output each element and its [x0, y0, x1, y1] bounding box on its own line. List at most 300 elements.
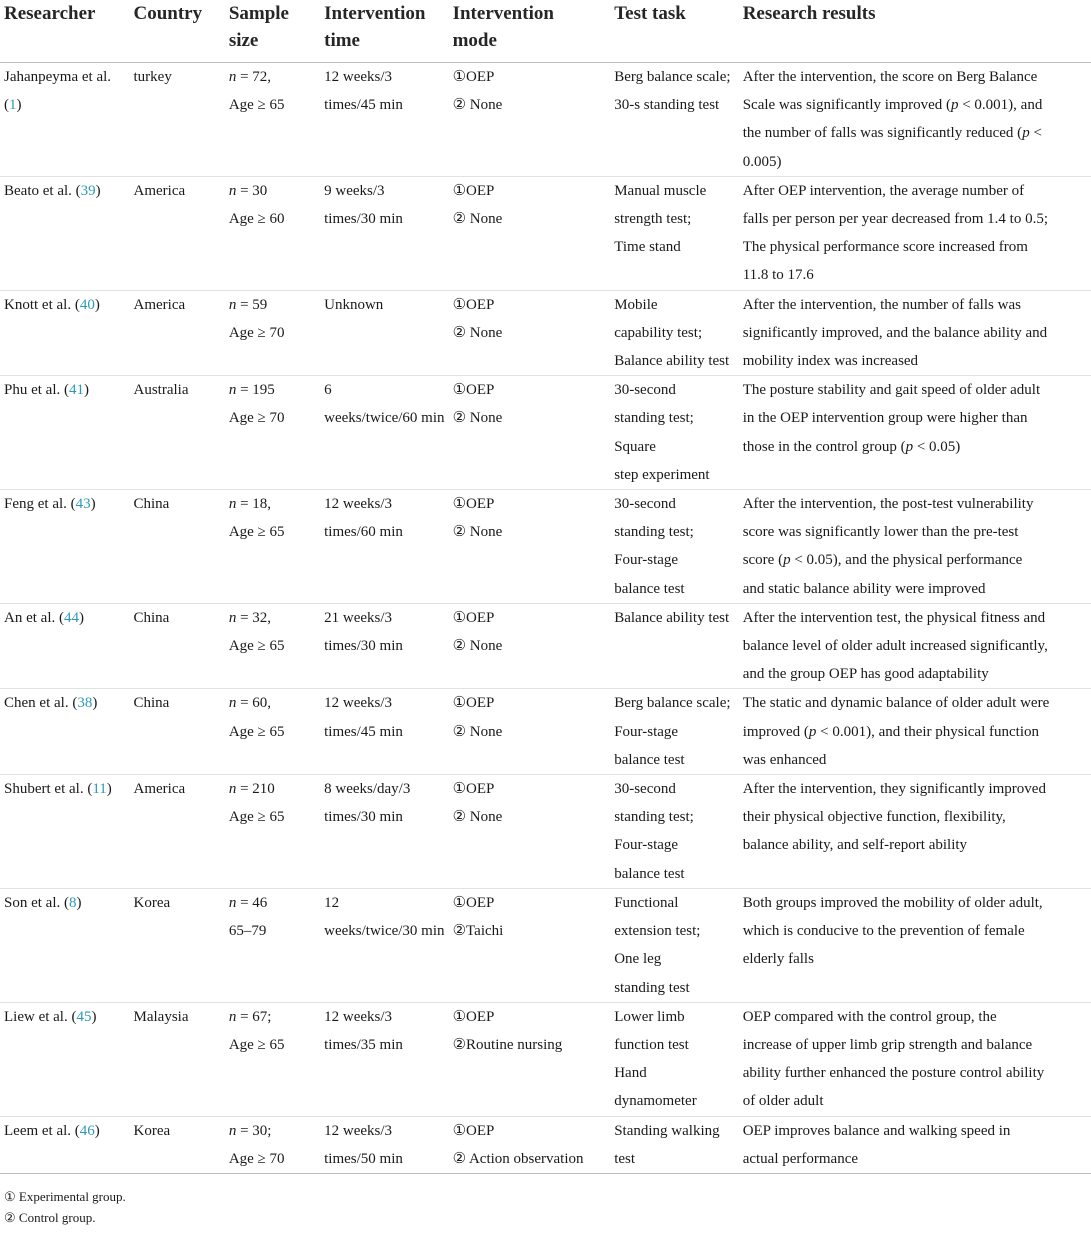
cell-country [130, 63, 225, 177]
result-text: After OEP intervention, the average number of [742, 182, 1025, 199]
task-line: One leg [614, 951, 662, 968]
result-text: After the intervention, they significantly improved [742, 781, 1046, 798]
cell-sample-size [225, 888, 320, 1002]
researcher-line [4, 1003, 126, 1031]
sample-n [229, 1003, 316, 1031]
task-line: Berg balance scale; [614, 69, 731, 85]
ref-open: ( [68, 695, 78, 712]
result-text: < 0.001), and their physical function [816, 723, 1039, 740]
n-value: = 60, [236, 695, 272, 712]
n-symbol: n [228, 69, 237, 85]
cell-country [130, 603, 225, 689]
n-value: = 30 [236, 182, 268, 199]
result-line [743, 91, 1087, 119]
column-header [449, 0, 611, 63]
ref-open: ( [67, 1008, 77, 1025]
n-value: = 72, [236, 69, 272, 85]
n-value: = 195 [236, 382, 275, 399]
result-line [743, 1059, 1087, 1087]
cell-test-task [610, 63, 738, 177]
result-text: 11.8 to 17.6 [742, 267, 814, 284]
cell-country [130, 689, 225, 775]
table-row [0, 689, 1091, 775]
time-line: 9 weeks/3 [324, 182, 385, 199]
researcher-name: Feng et al. [4, 496, 67, 513]
ref-close: ) [78, 609, 84, 626]
time-line: times/30 min [324, 638, 403, 655]
time-line: 6 [324, 382, 332, 399]
sample-age: Age ≥ 70 [228, 410, 285, 427]
header-line: Intervention [452, 3, 554, 24]
ref-open: ( [66, 496, 76, 513]
ref-open: ( [55, 609, 64, 626]
sample-n [229, 291, 316, 319]
result-line [743, 119, 1087, 147]
ref-open: ( [71, 182, 81, 199]
ref-open: ( [60, 894, 69, 911]
p-symbol: p [783, 552, 791, 569]
mode-line: ①OEP [452, 1122, 495, 1139]
researcher-line [4, 177, 126, 205]
cell-intervention-time [320, 176, 448, 290]
result-text: balance ability, and self-report ability [742, 837, 968, 854]
cell-test-task [610, 603, 738, 689]
cell-research-results [739, 775, 1091, 889]
result-line [743, 63, 1087, 91]
result-text: OEP compared with the control group, the [742, 1008, 997, 1025]
ref-close: ) [76, 894, 82, 911]
cell-sample-size [225, 376, 320, 490]
result-text: in the OEP intervention group were higher than [742, 410, 1028, 427]
ref-open: ( [60, 382, 69, 399]
researcher-ref-line [4, 91, 126, 119]
result-text: After the intervention, the number of falls was [742, 296, 1021, 313]
researcher-name: Leem et al. [4, 1122, 72, 1139]
ref-close: ) [95, 182, 101, 199]
task-line: Four-stage [614, 552, 679, 569]
column-header [0, 0, 130, 63]
ref-close: ) [92, 695, 98, 712]
ref-close: ) [16, 97, 22, 114]
result-line [743, 177, 1087, 205]
mode-line: ①OEP [452, 1008, 495, 1025]
n-symbol: n [228, 496, 237, 513]
cell-intervention-mode [449, 689, 611, 775]
task-line: Time stand [614, 239, 681, 256]
result-line [743, 689, 1087, 717]
cell-intervention-time [320, 689, 448, 775]
task-line: capability test; [614, 324, 703, 341]
result-line [743, 803, 1087, 831]
country: turkey [133, 69, 172, 85]
result-text: balance level of older adult increased significantly, [742, 638, 1048, 655]
n-symbol: n [228, 296, 237, 313]
cell-researcher [0, 290, 130, 376]
task-line: Lower limb [614, 1008, 685, 1025]
cell-research-results [739, 290, 1091, 376]
table-row [0, 176, 1091, 290]
cell-test-task [610, 888, 738, 1002]
cell-intervention-mode [449, 1002, 611, 1116]
result-line [743, 376, 1087, 404]
researcher-name: Liew et al. [4, 1008, 68, 1025]
table-body [0, 63, 1091, 1174]
cell-test-task [610, 490, 738, 604]
country: Korea [133, 1122, 171, 1139]
header-line: Intervention [324, 3, 426, 24]
result-text: 0.005) [742, 153, 782, 170]
task-line: standing test; [614, 809, 694, 826]
result-text: elderly falls [742, 951, 814, 968]
result-text: < 0.001), and [958, 97, 1043, 114]
mode-line: ②Routine nursing [452, 1036, 563, 1053]
cell-research-results [739, 689, 1091, 775]
cell-sample-size [225, 63, 320, 177]
researcher-line [4, 291, 126, 319]
cell-researcher [0, 888, 130, 1002]
time-line: times/30 min [324, 809, 403, 826]
result-line [743, 831, 1087, 859]
country: Malaysia [133, 1008, 189, 1025]
cell-country [130, 775, 225, 889]
time-line: weeks/twice/30 min [324, 923, 445, 940]
ref-close: ) [84, 382, 89, 399]
table-row [0, 888, 1091, 1002]
result-line [743, 404, 1087, 432]
result-text: the number of falls was significantly reduced ( [742, 125, 1023, 142]
country: Korea [133, 894, 171, 911]
result-text: score ( [742, 552, 784, 569]
n-value: = 46 [236, 894, 268, 911]
time-line: times/45 min [324, 723, 403, 740]
table-row [0, 63, 1091, 177]
sample-n [229, 604, 316, 632]
mode-line: ①OEP [452, 894, 495, 911]
result-line [743, 889, 1087, 917]
time-line: times/30 min [324, 211, 403, 228]
result-line [743, 632, 1087, 660]
country: America [133, 182, 186, 199]
researcher-name: Shubert et al. [4, 781, 84, 798]
sample-n [229, 889, 316, 917]
result-line [743, 490, 1087, 518]
cell-intervention-mode [449, 1116, 611, 1173]
result-line [743, 433, 1087, 461]
task-line: Balance ability test [614, 353, 730, 370]
mode-line: ② None [452, 324, 503, 341]
task-line: Standing walking [614, 1122, 720, 1139]
country: America [133, 296, 186, 313]
reference-link[interactable]: 39 [80, 182, 96, 199]
time-line: 12 weeks/3 [324, 1008, 393, 1025]
task-line: Four-stage [614, 723, 679, 740]
result-text: mobility index was increased [742, 353, 919, 370]
cell-researcher [0, 689, 130, 775]
task-line: step experiment [614, 466, 710, 483]
n-symbol: n [228, 695, 237, 712]
time-line: Unknown [324, 296, 384, 313]
mode-line: ② None [452, 638, 503, 655]
cell-country [130, 490, 225, 604]
time-line: 12 weeks/3 [324, 69, 393, 85]
task-line: Hand [614, 1065, 647, 1082]
cell-intervention-time [320, 603, 448, 689]
cell-country [130, 290, 225, 376]
result-line [743, 319, 1087, 347]
result-line [743, 1003, 1087, 1031]
result-line [743, 575, 1087, 603]
result-text: was enhanced [742, 751, 827, 768]
task-line: standing test; [614, 524, 694, 541]
cell-test-task [610, 689, 738, 775]
cell-sample-size [225, 1116, 320, 1173]
cell-intervention-mode [449, 490, 611, 604]
footnotes [0, 1174, 1091, 1228]
result-line [743, 546, 1087, 574]
country: China [133, 609, 170, 626]
mode-line: ② None [452, 211, 503, 228]
time-line: times/50 min [324, 1150, 403, 1167]
ref-close: ) [90, 496, 96, 513]
reference-link[interactable]: 8 [69, 894, 77, 911]
n-symbol: n [228, 609, 237, 626]
result-text: < 0.05), and the physical performance [790, 552, 1023, 569]
task-line: balance test [614, 580, 685, 597]
time-line: times/35 min [324, 1036, 403, 1053]
cell-intervention-time [320, 490, 448, 604]
result-text: < 0.05) [913, 438, 961, 455]
result-line [743, 775, 1087, 803]
n-symbol: n [228, 894, 237, 911]
cell-researcher [0, 490, 130, 604]
cell-researcher [0, 376, 130, 490]
cell-intervention-mode [449, 603, 611, 689]
mode-line: ①OEP [452, 69, 495, 85]
cell-test-task [610, 1116, 738, 1173]
result-line [743, 291, 1087, 319]
reference-link[interactable]: 43 [75, 496, 91, 513]
n-symbol: n [228, 182, 237, 199]
result-line [743, 917, 1087, 945]
result-line [743, 945, 1087, 973]
mode-line: ①OEP [452, 781, 495, 798]
header-line: Sample [228, 3, 289, 24]
cell-intervention-mode [449, 63, 611, 177]
time-line: times/60 min [324, 524, 403, 541]
time-line: 12 weeks/3 [324, 695, 393, 712]
ref-open: ( [4, 97, 9, 114]
task-line: 30-s standing test [614, 97, 720, 114]
time-line: 12 weeks/3 [324, 496, 393, 513]
mode-line: ①OEP [452, 382, 495, 399]
reference-link[interactable]: 1 [9, 97, 17, 114]
ref-close: ) [106, 781, 112, 798]
researcher-name: Beato et al. [4, 182, 72, 199]
result-line [743, 233, 1087, 261]
reference-link[interactable]: 44 [63, 609, 79, 626]
sample-age: Age ≥ 65 [228, 1036, 285, 1053]
sample-age: Age ≥ 70 [228, 1150, 285, 1167]
result-text: OEP improves balance and walking speed in [742, 1122, 1011, 1139]
sample-age: Age ≥ 65 [228, 809, 285, 826]
reference-link[interactable]: 40 [79, 296, 95, 313]
cell-intervention-time [320, 1116, 448, 1173]
result-line [743, 518, 1087, 546]
ref-close: ) [94, 1122, 100, 1139]
cell-researcher [0, 1116, 130, 1173]
cell-sample-size [225, 1002, 320, 1116]
mode-line: ② None [452, 410, 503, 427]
result-text: actual performance [742, 1150, 859, 1167]
country: China [133, 496, 170, 513]
cell-sample-size [225, 689, 320, 775]
ref-close: ) [94, 296, 100, 313]
header-line: size [228, 30, 259, 51]
result-text: falls per person per year decreased from 1.4 to 0.5; [742, 211, 1048, 228]
time-line: weeks/twice/60 min [324, 410, 445, 427]
n-value: = 32, [236, 609, 272, 626]
cell-intervention-mode [449, 888, 611, 1002]
sample-age: Age ≥ 65 [228, 723, 285, 740]
column-header [610, 0, 738, 63]
mode-line: ② None [452, 97, 503, 114]
n-value: = 210 [236, 781, 275, 798]
p-symbol: p [1022, 125, 1030, 142]
result-text: After the intervention, the post-test vulnerability [742, 496, 1034, 513]
time-line: 21 weeks/3 [324, 609, 393, 626]
cell-researcher [0, 1002, 130, 1116]
sample-age: 65–79 [228, 923, 267, 940]
task-line: function test [614, 1036, 689, 1053]
result-text: of older adult [742, 1093, 824, 1110]
header-line: Country [133, 3, 203, 24]
task-line: balance test [614, 751, 685, 768]
cell-sample-size [225, 176, 320, 290]
researcher-line [4, 376, 126, 404]
task-line: test [614, 1150, 636, 1167]
n-value: = 67; [236, 1008, 272, 1025]
mode-line: ①OEP [452, 695, 495, 712]
cell-researcher [0, 176, 130, 290]
ref-open: ( [71, 1122, 80, 1139]
cell-researcher [0, 603, 130, 689]
cell-country [130, 376, 225, 490]
result-line [743, 205, 1087, 233]
task-line: 30-second [614, 781, 676, 798]
result-text: increase of upper limb grip strength and balance [742, 1036, 1033, 1053]
cell-research-results [739, 176, 1091, 290]
cell-sample-size [225, 290, 320, 376]
n-value: = 59 [236, 296, 268, 313]
n-value: = 30; [236, 1122, 272, 1139]
researcher-line [4, 604, 126, 632]
sample-age: Age ≥ 65 [228, 638, 285, 655]
task-line: standing test [614, 979, 690, 996]
p-symbol: p [950, 97, 959, 114]
result-line [743, 746, 1087, 774]
reference-link[interactable]: 41 [69, 382, 84, 399]
header-line: Research results [742, 3, 876, 24]
cell-intervention-time [320, 888, 448, 1002]
mode-line: ①OEP [452, 182, 495, 199]
p-symbol: p [808, 723, 817, 740]
cell-research-results [739, 1116, 1091, 1173]
cell-research-results [739, 376, 1091, 490]
sample-age: Age ≥ 60 [228, 211, 285, 228]
result-text: which is conducive to the prevention of female [742, 923, 1025, 940]
header-line: time [324, 30, 360, 51]
cell-research-results [739, 888, 1091, 1002]
task-line: Manual muscle [614, 182, 707, 199]
result-text: After the intervention, the score on Berg Balance [742, 69, 1038, 85]
table-row [0, 490, 1091, 604]
task-line: Balance ability test [614, 609, 730, 626]
mode-line: ② None [452, 524, 503, 541]
column-header [320, 0, 448, 63]
result-line [743, 660, 1087, 688]
reference-link[interactable]: 45 [76, 1008, 92, 1025]
mode-line: ② Action observation [452, 1150, 584, 1167]
sample-age: Age ≥ 65 [228, 97, 285, 114]
result-line [743, 1145, 1087, 1173]
result-line [743, 347, 1087, 375]
result-line [743, 1031, 1087, 1059]
n-symbol: n [228, 382, 237, 399]
header-line: Researcher [4, 3, 96, 24]
cell-intervention-time [320, 775, 448, 889]
task-line: Four-stage [614, 837, 679, 854]
result-line [743, 261, 1087, 289]
sample-n [229, 177, 316, 205]
table-row [0, 775, 1091, 889]
result-line [743, 604, 1087, 632]
researcher-line [4, 490, 126, 518]
country: China [133, 695, 170, 712]
result-text: ability further enhanced the posture control ability [742, 1065, 1045, 1082]
cell-intervention-time [320, 290, 448, 376]
time-line: 8 weeks/day/3 [324, 781, 411, 798]
cell-research-results [739, 603, 1091, 689]
researcher-line [4, 1117, 126, 1145]
mode-line: ①OEP [452, 609, 495, 626]
column-header [130, 0, 225, 63]
p-symbol: p [905, 438, 914, 455]
cell-country [130, 1116, 225, 1173]
column-header [225, 0, 320, 63]
reference-link[interactable]: 46 [79, 1122, 95, 1139]
researcher-name: Chen et al. [4, 695, 69, 712]
reference-link[interactable]: 38 [77, 695, 93, 712]
cell-test-task [610, 176, 738, 290]
header-row [0, 0, 1091, 63]
cell-research-results [739, 1002, 1091, 1116]
task-line: Berg balance scale; [614, 695, 731, 712]
footnote-control: ② Control group. [4, 1209, 96, 1225]
result-text: After the intervention test, the physical fitness and [742, 609, 1046, 626]
result-line [743, 1117, 1087, 1145]
result-text: and the group OEP has good adaptability [742, 666, 989, 683]
ref-open: ( [71, 296, 80, 313]
ref-open: ( [83, 781, 93, 798]
cell-research-results [739, 490, 1091, 604]
sample-age: Age ≥ 70 [228, 324, 285, 341]
result-text: The posture stability and gait speed of older adult [742, 382, 1041, 399]
researcher-line [4, 689, 126, 717]
result-line [743, 148, 1087, 176]
ref-close: ) [91, 1008, 97, 1025]
cell-intervention-time [320, 376, 448, 490]
reference-link[interactable]: 11 [92, 781, 107, 798]
